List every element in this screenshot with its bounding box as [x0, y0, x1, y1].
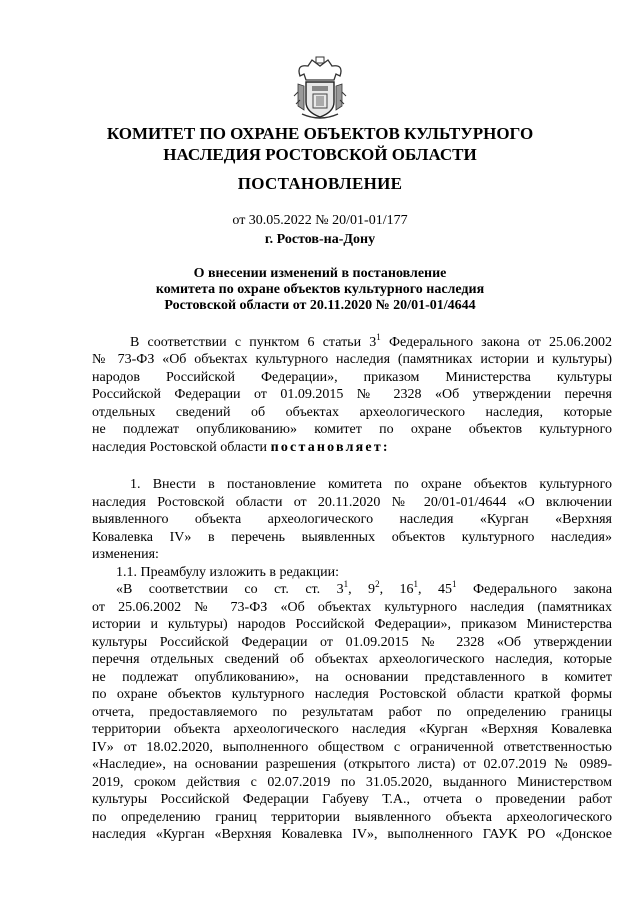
- item-1-1-line: истории и культуры) народов Российской Федерации», приказом Министерства: [92, 617, 612, 632]
- intro-line: В соответствии с пунктом 6 статьи $3^1$ Федерального закона от 25.06.2002: [130, 332, 613, 350]
- intro-line: не подлежат опубликованию» комитет по охране объектов культурного: [92, 422, 612, 437]
- coat-of-arms-emblem: [290, 56, 350, 120]
- item-1-1-line: по определению границ территории выявленного объекта археологического: [92, 810, 612, 825]
- item-1-line: изменения:: [92, 547, 159, 562]
- item-1-line: Ковалевка IV» в перечень выявленных объектов культурного наследия»: [92, 530, 612, 545]
- item-1-line: наследия Ростовской области от 20.11.2020 № 20/01-01/4644 «О включении: [92, 495, 612, 510]
- organization-name: [0, 123, 640, 165]
- item-1-1-line: от 25.06.2002 № 73-ФЗ «Об объектах культурного наследия (памятниках: [92, 600, 612, 615]
- document-city: г. Ростов-на-Дону: [264, 232, 376, 247]
- item-1-1-line: 2019, сроком действия с 02.07.2019 по 31.05.2020, выданного Министерством: [92, 775, 612, 790]
- item-1-line: выявленного объекта археологического наследия «Курган «Верхняя: [92, 512, 612, 527]
- item-1-1-line: культуры Российской Федерации Габуеву Т.А., отчета о проведении работ: [92, 792, 612, 807]
- intro-line: № 73-ФЗ «Об объектах культурного наследия (памятниках истории и культуры): [92, 352, 612, 367]
- item-1-1-line: отчета, предоставляемого по результатам работ по определению границы: [92, 705, 612, 720]
- item-1-1-line: не подлежат опубликованию», на основании представленного в комитет: [92, 670, 612, 685]
- item-1-1-line: территории объекта археологического наследия «Курган «Верхняя Ковалевка: [92, 722, 612, 737]
- item-1-1-line: по охране объектов культурного наследия Ростовской области краткой формы: [92, 687, 612, 702]
- document-subject: [0, 266, 640, 314]
- subject-line-2: комитета по охране объектов культурного наследия: [155, 282, 485, 297]
- item-1-line: 1. Внести в постановление комитета по охране объектов культурного: [130, 477, 612, 492]
- item-1-1-line: культуры Российской Федерации от 01.09.2015 № 2328 «Об утверждении: [92, 635, 612, 650]
- item-1-1-title: 1.1. Преамбулу изложить в редакции:: [116, 565, 340, 580]
- subject-line-1: О внесении изменений в постановление: [193, 266, 447, 281]
- item-1-1-line: наследия «Курган «Верхняя Ковалевка IV», выполненного ГАУК РО «Донское: [92, 827, 612, 842]
- document-type: ПОСТАНОВЛЕНИЕ: [237, 174, 403, 193]
- intro-line: Российской Федерации от 01.09.2015 № 2328 «Об утверждении перечня: [92, 387, 612, 402]
- item-1-1-line: перечня отдельных сведений об объектах археологического наследия, которые: [92, 652, 612, 667]
- intro-line: отдельных сведений об объектах археологического наследия, которые: [92, 405, 612, 420]
- org-line-1: КОМИТЕТ ПО ОХРАНЕ ОБЪЕКТОВ КУЛЬТУРНОГО: [106, 124, 534, 143]
- intro-line: народов Российской Федерации», приказом Министерства культуры: [92, 370, 612, 385]
- document-date-number: от 30.05.2022 № 20/01-01/177: [232, 213, 408, 228]
- item-1-1-line: «В соответствии со ст. ст. $3^1$, $9^2$, $16^1$, $45^1$ Федерального закона: [116, 579, 613, 597]
- org-line-2: НАСЛЕДИЯ РОСТОВСКОЙ ОБЛАСТИ: [163, 145, 477, 164]
- subject-line-3: Ростовской области от 20.11.2020 № 20/01-01/4644: [164, 298, 476, 313]
- item-1-1-line: «Наследие», на основании разрешения (открытого листа) от 02.07.2019 № 0989-: [92, 757, 612, 772]
- item-1-1-line: IV» от 18.02.2020, выполненного обществом с ограниченной ответственностью: [92, 740, 612, 755]
- intro-line: наследия Ростовской области постановляет:: [92, 440, 390, 455]
- decree-verb: постановляет:: [270, 440, 390, 455]
